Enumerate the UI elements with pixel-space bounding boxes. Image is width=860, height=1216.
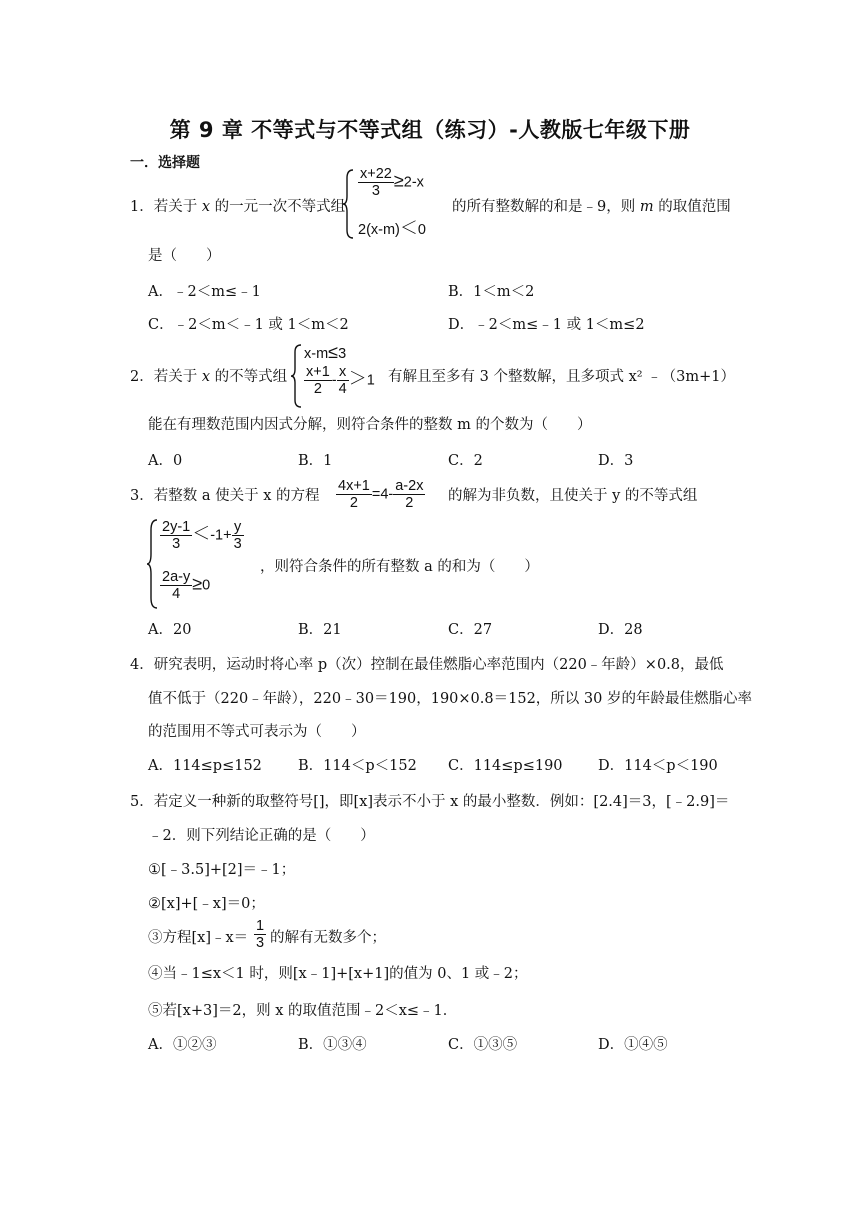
q1-text-prefix: 1．若关于 <box>130 199 202 215</box>
q4-line-1: 4．研究表明，运动时将心率 p（次）控制在最佳燃脂心率范围内（220﹣年龄）×0.8，最低 <box>130 657 724 673</box>
q5-statement-5: ⑤若[x+3]＝2，则 x 的取值范围﹣2＜x≤﹣1． <box>148 1003 458 1019</box>
q5-option-d[interactable]: D．①④⑤ <box>598 1037 668 1053</box>
q5-line-1: 5．若定义一种新的取整符号[]，即[x]表示不小于 x 的最小整数．例如：[2.4]＝3，[﹣2.9]＝ <box>130 794 730 810</box>
q2-text-suffix: 有解且至多有 3 个整数解，且多项式 <box>388 369 629 385</box>
q1-option-d[interactable]: D．﹣2＜m≤﹣1 或 1＜m≤2 <box>448 317 645 333</box>
q5-statement-4: ④当﹣1≤x＜1 时，则[x﹣1]+[x+1]的值为 0、1 或﹣2； <box>148 966 528 982</box>
q5-line-2: ﹣2．则下列结论正确的是（ ） <box>148 828 375 844</box>
q1-var-x: x <box>201 199 211 215</box>
q1-line-2: 是（ ） <box>148 248 221 264</box>
q2-option-b[interactable]: B．1 <box>298 453 333 469</box>
q1-ineq2-rhs: 0 <box>417 222 426 238</box>
q2-polynomial: x² ﹣（3m+1） <box>628 369 736 385</box>
q3-equation: $\frac{4x+1}{2}$ =4- $\frac{a-2x}{2}$ <box>338 478 424 511</box>
q1-frac: $\frac{x+22}{3}$ <box>360 166 392 199</box>
q5-option-a[interactable]: A．①②③ <box>148 1037 217 1053</box>
q3-option-d[interactable]: D．28 <box>598 622 643 638</box>
section-heading: 一．选择题 <box>130 155 200 171</box>
q2-option-c[interactable]: C．2 <box>448 453 483 469</box>
q4-line-3: 的范围用不等式可表示为（ ） <box>148 724 366 740</box>
q4-option-d[interactable]: D．114＜p＜190 <box>598 758 718 774</box>
q5-statement-3-frac: $\frac{1}{3}$ <box>256 918 265 951</box>
q2-ineq1: x-m <box>304 346 329 362</box>
q5-statement-2: ②[x]+[﹣x]＝0； <box>148 896 265 912</box>
q2-line-2: 能在有理数范围内因式分解，则符合条件的整数 m 的个数为（ ） <box>148 417 592 433</box>
q2-ineq2-rhs: 1 <box>366 372 375 389</box>
q3-option-c[interactable]: C．27 <box>448 622 493 638</box>
q5-option-c[interactable]: C．①③⑤ <box>448 1037 518 1053</box>
q3-line-2: ，则符合条件的所有整数 a 的和为（ ） <box>260 559 539 575</box>
q4-option-a[interactable]: A．114≤p≤152 <box>148 758 262 774</box>
q1-text-mid: 的一元一次不等式组 <box>210 199 346 215</box>
q1-brace-icon <box>342 168 356 240</box>
q1-inequality-system: $\frac{x+22}{3}$ ≥2-x 2(x-m)＜0 <box>342 166 462 240</box>
q1-text-suffix: 的所有整数解的和是﹣9，则 <box>452 199 640 215</box>
q4-line-2: 值不低于（220﹣年龄），220﹣30＝190，190×0.8＝152，所以 30 岁的年龄最佳燃脂心率 <box>148 691 752 707</box>
q3-inequality-system: $\frac{2y-1}{3}$ ＜-1+ $\frac{y}{3}$ $\frac{2a-y}{4}$ ≥0 <box>146 517 266 611</box>
q1-option-b[interactable]: B．1＜m＜2 <box>448 284 535 300</box>
q2-text-mid: 的不等式组 <box>210 369 288 385</box>
q2-brace-icon <box>290 343 304 409</box>
q3-option-b[interactable]: B．21 <box>298 622 342 638</box>
q5-statement-3-suffix: 的解有无数多个； <box>270 930 386 946</box>
q5-statement-3: ③方程[x]﹣x＝ <box>148 930 249 946</box>
q3-text-prefix: 3．若整数 a 使关于 x 的方程 <box>130 488 320 504</box>
q2-option-d[interactable]: D．3 <box>598 453 634 469</box>
q2-var-x: x <box>201 369 211 385</box>
q5-statement-1: ①[﹣3.5]+[2]＝﹣1； <box>148 862 296 878</box>
q1-text-suffix-b: 的取值范围 <box>653 199 731 215</box>
q3-text-suffix: 的解为非负数，且使关于 y 的不等式组 <box>448 488 698 504</box>
q2-option-a[interactable]: A．0 <box>148 453 183 469</box>
q2-frac-2: $\frac{x}{4}$ <box>338 364 347 397</box>
q4-option-c[interactable]: C．114≤p≤190 <box>448 758 563 774</box>
q2-inequality-system: x-m≤3 $\frac{x+1}{2}$ - $\frac{x}{4}$ ＞1 <box>290 342 390 410</box>
q1-ineq1-rhs: 2-x <box>403 174 424 191</box>
q1-var-m: m <box>639 199 654 215</box>
q4-option-b[interactable]: B．114＜p＜152 <box>298 758 417 774</box>
page-title: 第 9 章 不等式与不等式组（练习）-人教版七年级下册 <box>169 118 691 142</box>
q2-text-prefix: 2．若关于 <box>130 369 202 385</box>
q5-option-b[interactable]: B．①③④ <box>298 1037 367 1053</box>
q1-option-c[interactable]: C．﹣2＜m＜﹣1 或 1＜m＜2 <box>148 317 349 333</box>
q1-option-a[interactable]: A．﹣2＜m≤﹣1 <box>148 284 261 300</box>
q2-frac-1: $\frac{x+1}{2}$ <box>306 364 330 397</box>
q2-ineq1-rhs: 3 <box>338 346 347 362</box>
q3-brace-icon <box>146 518 160 610</box>
q3-option-a[interactable]: A．20 <box>148 622 192 638</box>
q1-ineq2: 2(x-m) <box>358 222 400 238</box>
